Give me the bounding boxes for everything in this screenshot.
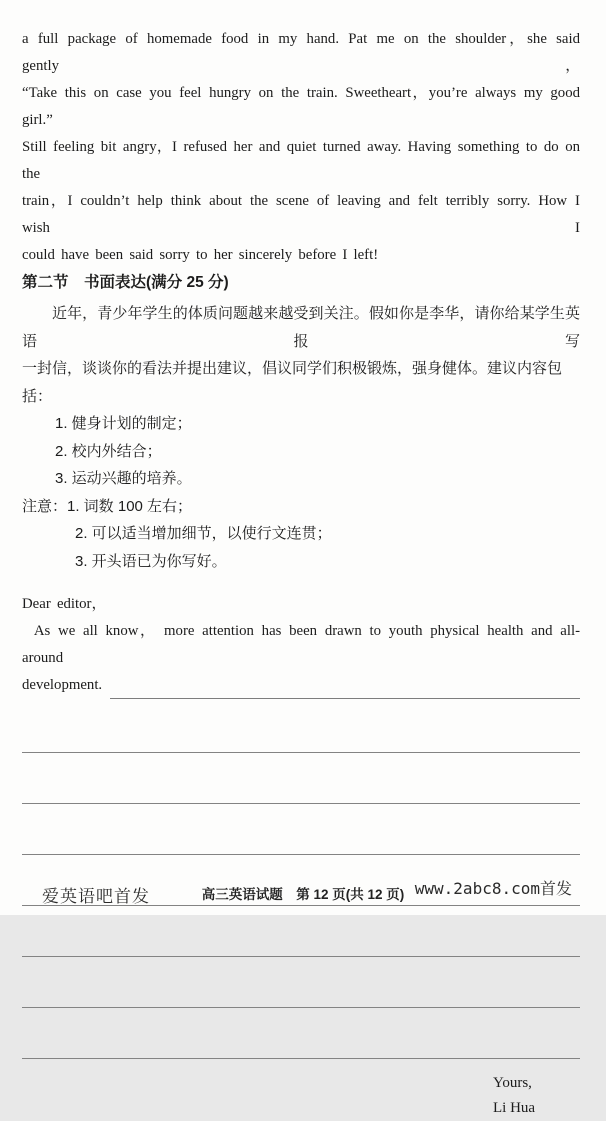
passage-line: train，I couldn’t help think about the scene of leaving and felt terribly sorry. How I wish I — [22, 193, 580, 236]
answer-blank-line — [22, 957, 580, 1008]
letter-opening-continuation: development. — [22, 677, 103, 693]
suggestion-point: 2. 校内外结合； — [55, 442, 162, 460]
suggestion-point: 3. 运动兴趣的培养。 — [55, 470, 192, 487]
answer-blank-line — [22, 753, 580, 804]
note-line: 注意：1. 词数 100 左右； — [22, 497, 193, 515]
intro-line: 近年，青少年学生的体质问题越来越受到关注。假如你是李华，请你给某学生英语报写 — [22, 305, 580, 350]
writing-task-intro — [22, 300, 580, 410]
letter-signature-block — [493, 1071, 580, 1121]
intro-line: 一封信，谈谈你的看法并提出建议，倡议同学们积极锻炼，强身健体。建议内容包括： — [22, 360, 563, 405]
note-line: 2. 可以适当增加细节，以使行文连贯； — [75, 525, 332, 542]
suggestion-points — [55, 410, 580, 493]
passage-line: could have been said sorry to her sincerely before I left! — [22, 247, 379, 263]
reading-passage-paragraph — [22, 26, 580, 269]
footer-watermark-left: 爱英语吧首发 — [42, 887, 150, 906]
passage-line: Still feeling bit angry，I refused her and quiet turned away. Having something to do on the — [22, 139, 580, 182]
letter-opening-continuation-row — [22, 672, 580, 699]
passage-line: “Take this on case you feel hungry on the train. Sweetheart，you’re always my good girl.” — [22, 85, 580, 128]
answer-blank-line — [110, 676, 580, 699]
letter-opening-line: As we all know， more attention has been drawn to youth physical health and all-around — [22, 623, 580, 666]
footer-page-number: 高三英语试题 第 12 页(共 12 页) — [201, 887, 405, 902]
note-line: 3. 开头语已为你写好。 — [75, 552, 227, 570]
footer-watermark-right: www.2abc8.com首发 — [414, 879, 572, 898]
answer-blank-line — [22, 804, 580, 855]
answer-blank-line — [22, 702, 580, 753]
notes-block — [22, 493, 580, 576]
passage-line: a full package of homemade food in my hand. Pat me on the shoulder，she said gently， — [22, 31, 580, 74]
letter-signature: Li Hua — [493, 1100, 536, 1116]
answer-blank-line — [22, 1008, 580, 1059]
answer-blank-line — [22, 906, 580, 957]
suggestion-point: 1. 健身计划的制定； — [55, 415, 192, 432]
letter-closing: Yours, — [493, 1075, 532, 1091]
letter-salutation: Dear editor， — [22, 596, 107, 612]
section-heading: 第二节 书面表达(满分 25 分) — [22, 274, 229, 291]
